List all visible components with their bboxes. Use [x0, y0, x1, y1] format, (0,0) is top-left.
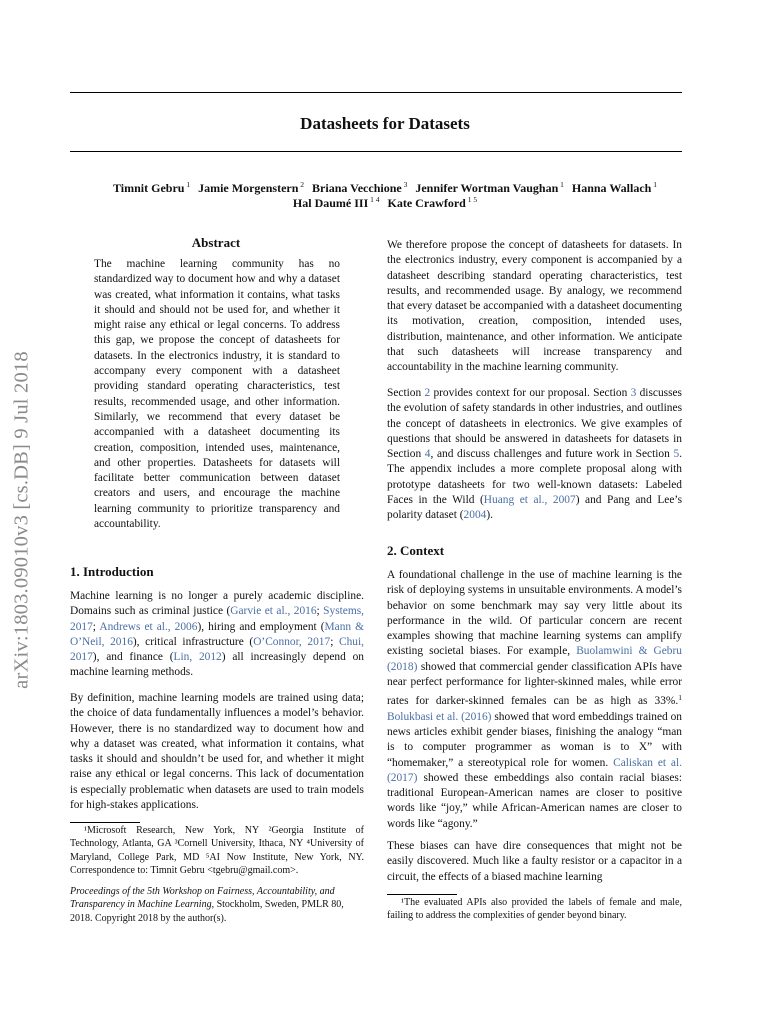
citation-link[interactable]: Andrews et al., 2006: [99, 620, 198, 633]
text-run: . The appendix includes a more complete proposal along with prototype datasheets for two well-known datasets: Labeled Faces in the Wild (: [387, 448, 683, 507]
author-name: Kate Crawford $^{1 5}$: [387, 195, 478, 210]
author-name: Timnit Gebru $^1$: [113, 180, 191, 195]
text-run: ;: [92, 620, 100, 633]
citation-link[interactable]: Systems, 2017: [70, 605, 364, 633]
text-run: ), critical infrastructure (: [132, 635, 254, 648]
author-list-line-2: [0, 195, 770, 211]
text-run: ), and finance (: [92, 651, 174, 664]
citation-link[interactable]: 4: [424, 448, 431, 461]
text-run: provides context for our proposal. Section: [430, 387, 631, 399]
text-run: discusses the evolution of safety standards in other industries, and outlines the concept of datasheets in electronics. We give examples of questions that should be answered in datasheets for datasets in Section: [387, 387, 682, 461]
citation-link[interactable]: Bolukbasi et al. (2016): [387, 710, 492, 723]
section-heading-introduction: 1. Introduction: [70, 564, 154, 579]
proceedings-notice: Proceedings of the 5th Workshop on Fairness, Accountability, and Transparency in Machine Learning, Stockholm, Sweden, PMLR 80, 2018. Copyright 2018 by the author(s).: [70, 886, 344, 924]
citation-link[interactable]: Huang et al., 2007: [483, 494, 576, 507]
title-rule-top: [70, 92, 682, 93]
text-run: ).: [486, 509, 493, 522]
citation-link[interactable]: Caliskan et al. (2017): [387, 756, 682, 784]
text-run: ) all increasingly depend on machine learning methods.: [70, 651, 364, 679]
citation-link[interactable]: Chui, 2017: [70, 635, 364, 664]
outline-paragraph: [387, 386, 682, 524]
abstract-heading: Abstract: [191, 235, 241, 250]
text-run: Section: [387, 387, 425, 399]
section-heading-context: 2. Context: [387, 543, 445, 558]
footnote-rule-right: [387, 894, 457, 895]
affiliations-footnote: ¹Microsoft Research, New York, NY ²Georgia Institute of Technology, Atlanta, GA ³Cornell University, Ithaca, NY ⁴University of Maryland, College Park, MD ⁵AI Now Institute, New York, NY. Correspondence to: Timnit Gebru <tgebru@gmail.com>.: [70, 825, 364, 877]
text-run: showed that word embeddings trained on news articles exhibit gender biases, finishing the analogy “man is to computer programmer as woman is to X” with “homemaker,” a stereotypical role for women.: [387, 710, 682, 769]
author-list-line-1: [0, 180, 770, 196]
text-run: showed that commercial gender classification APIs have near perfect performance for lighter-skinned males, while error rates for darker-skinned females can be as high as 33%.: [387, 660, 682, 708]
context-paragraph-2: These biases can have dire consequences that might not be easily discovered. Much like a faulty resistor or a capacitor in a circuit, the effects of a biased machine learning: [387, 840, 682, 883]
proposal-paragraph: We therefore propose the concept of datasheets for datasets. In the electronics industry, every component is accompanied by a datasheet describing standard operating characteristics, test results, and recommended usage. By analogy, we recommend that every dataset be accompanied with a datasheet documenting its motivation, creation, composition, intended uses, distribution, maintenance, and other information. We anticipate that such datasheets will increase transparency and accountability in the machine learning community.: [387, 239, 682, 374]
citation-link[interactable]: Lin, 2012: [173, 651, 222, 664]
citation-link[interactable]: 3: [630, 387, 637, 399]
footnote-marker[interactable]: 1: [678, 693, 682, 703]
context-paragraph-1: [387, 568, 682, 832]
author-name: Hal Daumé III $^{1 4}$: [292, 195, 380, 210]
citation-link[interactable]: Mann & O’Neil, 2016: [70, 620, 364, 648]
text-run: showed these embeddings also contain racial biases: traditional European-American names are closer to positive words like “joy,” while African-American names are closer to words like “agony.”: [387, 771, 682, 830]
citation-link[interactable]: 5: [673, 448, 680, 461]
text-run: Machine learning is no longer a purely academic discipline. Domains such as criminal justice (: [70, 590, 364, 618]
citation-link[interactable]: Buolamwini & Gebru (2018): [387, 645, 682, 673]
citation-link[interactable]: 2: [424, 387, 431, 399]
text-run: ), hiring and employment (: [197, 620, 325, 633]
text-run: ;: [316, 605, 324, 618]
citation-link[interactable]: 2004: [463, 509, 487, 522]
text-run: A foundational challenge in the use of machine learning is the risk of deploying systems in unsuitable environments. A model’s behavior on some benchmark may say very little about its performance in the wild. Of particular concern are recent examples showing that machine learning systems can amplify existing societal biases. For example,: [387, 569, 682, 658]
introduction-paragraph-1: [70, 589, 364, 681]
title-rule-bottom: [70, 151, 682, 152]
paper-title: Datasheets for Datasets: [300, 114, 470, 133]
citation-link[interactable]: O’Connor, 2017: [253, 635, 331, 648]
arxiv-identifier-stamp: arXiv:1803.09010v3 [cs.DB] 9 Jul 2018: [10, 351, 33, 689]
author-name: Jamie Morgenstern $^2$: [198, 180, 305, 195]
footnote-rule-left: [70, 822, 140, 823]
text-run: ;: [330, 635, 339, 648]
text-run: , and discuss challenges and future work in Section: [430, 448, 674, 461]
text-run: ) and Pang and Lee’s polarity dataset (: [387, 494, 682, 522]
abstract-text: The machine learning community has no standardized way to document how and why a dataset was created, what information it contains, what tasks it should and should not be used for, and whether it might raise any ethical or legal concerns. To address this gap, we propose the concept of datasheets for datasets. In the electronics industry, it is standard to accompany every component with a datasheet providing standard operating characteristics, test results, recommended usage, and other information. Similarly, we recommend that every dataset be accompanied with a datasheet documenting its creation, composition, intended uses, maintenance, and other properties. Datasheets for datasets will facilitate better communication between dataset creators and users, and encourage the machine learning community to prioritize transparency and accountability.: [94, 258, 340, 531]
author-name: Briana Vecchione $^3$: [312, 180, 408, 195]
introduction-paragraph-2: By definition, machine learning models are trained using data; the choice of data fundamentally influences a model’s behavior. However, there is no standardized way to document how and why a dataset was created, what information it contains, what tasks it should and shouldn’t be used for, and whether it might raise any ethical or legal concerns. This lack of documentation is especially problematic when datasets are used to train models for high-stakes applications.: [70, 692, 364, 812]
author-name: Jennifer Wortman Vaughan $^1$: [415, 180, 564, 195]
footnote-1: ¹The evaluated APIs also provided the labels of female and male, failing to address the complexities of gender beyond binary.: [387, 897, 682, 922]
author-name: Hanna Wallach $^1$: [571, 180, 657, 195]
citation-link[interactable]: Garvie et al., 2016: [230, 605, 317, 618]
